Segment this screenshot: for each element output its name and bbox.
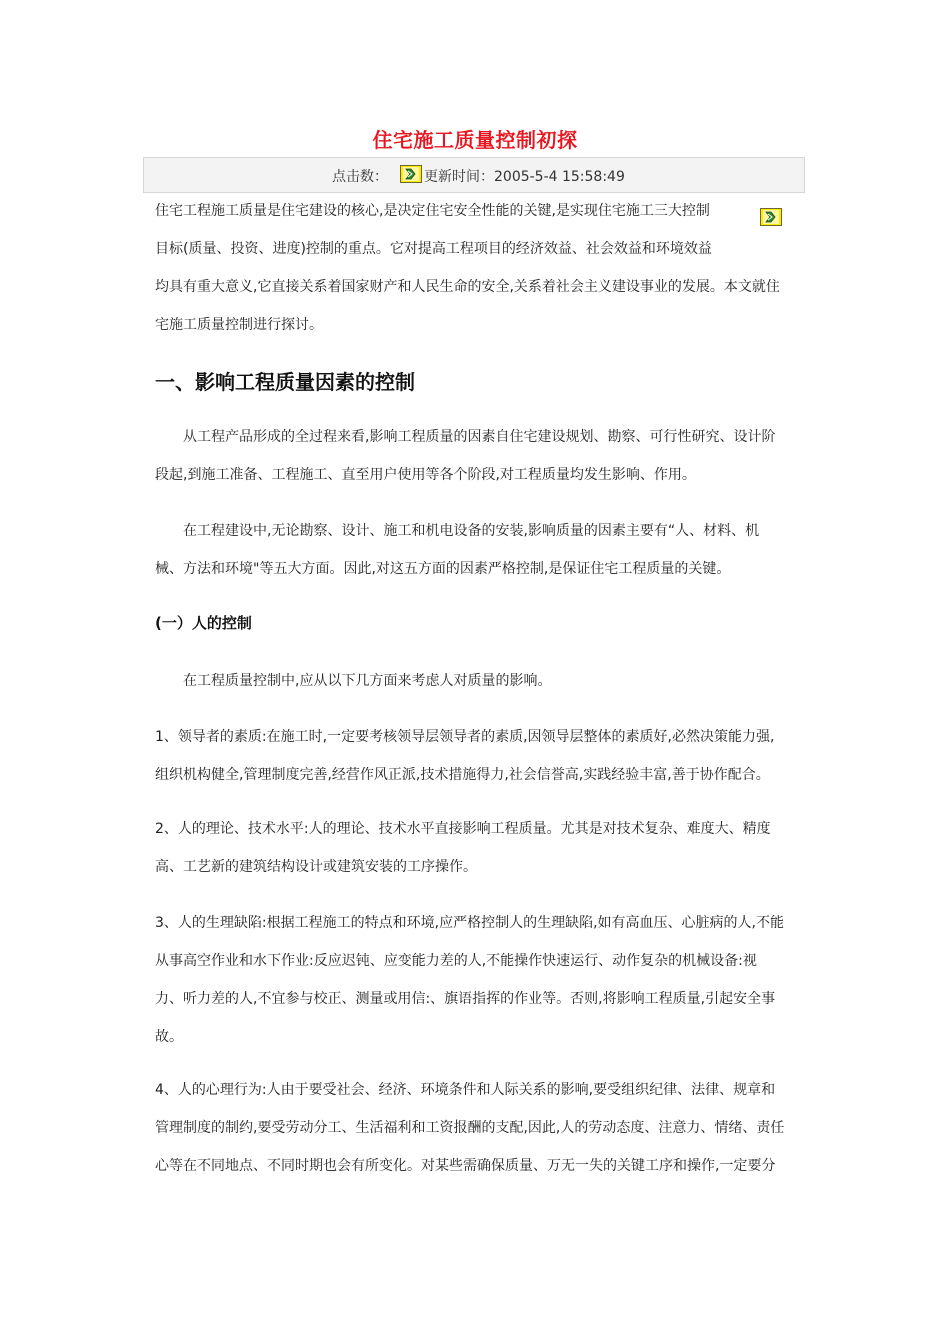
list-item xyxy=(155,718,800,794)
text-line: 从事高空作业和水下作业:反应迟钝、应变能力差的人,不能操作快速运行、动作复杂的机械设备:视 xyxy=(155,953,757,969)
text-line: 高、工艺新的建筑结构设计或建筑安装的工序操作。 xyxy=(155,859,477,875)
article-title: 住宅施工质量控制初探 xyxy=(372,128,578,152)
list-item xyxy=(155,904,800,1056)
text-line: 械、方法和环境"等五大方面。因此,对这五方面的因素严格控制,是保证住宅工程质量的关键。 xyxy=(155,561,731,577)
text-line: 4、人的心理行为:人由于要受社会、经济、环境条件和人际关系的影响,要受组织纪律、法律、规章和 xyxy=(155,1082,776,1098)
paragraph xyxy=(155,512,800,588)
list-item xyxy=(155,810,800,886)
text-line: 故。 xyxy=(155,1029,183,1045)
text-line: 宅施工质量控制进行探讨。 xyxy=(155,317,323,333)
text-line: 均具有重大意义,它直接关系着国家财产和人民生命的安全,关系着社会主义建设事业的发展。本文就住 xyxy=(155,279,780,295)
arrow-badge-icon xyxy=(400,165,422,183)
text-line: 管理制度的制约,要受劳动分工、生活福利和工资报酬的支配,因此,人的劳动态度、注意力、情绪、责任 xyxy=(155,1120,785,1136)
text-line: 住宅工程施工质量是住宅建设的核心,是决定住宅安全性能的关键,是实现住宅施工三大控制 xyxy=(155,203,710,219)
article-meta-bar xyxy=(143,157,805,193)
text-line: 力、听力差的人,不宜参与校正、测量或用信:、旗语指挥的作业等。否则,将影响工程质量,引起安全事 xyxy=(155,991,776,1007)
text-line: 2、人的理论、技术水平:人的理论、技术水平直接影响工程质量。尤其是对技术复杂、难度大、精度 xyxy=(155,821,771,837)
updated-value: 2005-5-4 15:58:49 xyxy=(494,169,625,185)
text-line: 组织机构健全,管理制度完善,经营作风正派,技术措施得力,社会信誉高,实践经验丰富,善于协作配合。 xyxy=(155,767,770,783)
subsection-heading: (一）人的控制 xyxy=(155,614,252,632)
updated-label: 更新时间： xyxy=(424,169,494,185)
paragraph xyxy=(155,418,800,494)
text-line: 心等在不同地点、不同时期也会有所变化。对某些需确保质量、万无一失的关键工序和操作,一定要分 xyxy=(155,1158,776,1174)
text-line: 从工程产品形成的全过程来看,影响工程质量的因素自住宅建设规划、勘察、可行性研究、设计阶 xyxy=(155,429,776,445)
text-line: 在工程建设中,无论勘察、设计、施工和机电设备的安装,影响质量的因素主要有“人、材料、机 xyxy=(155,523,760,539)
paragraph xyxy=(155,662,800,700)
text-line: 在工程质量控制中,应从以下几方面来考虑人对质量的影响。 xyxy=(155,673,552,689)
text-line: 3、人的生理缺陷:根据工程施工的特点和环境,应严格控制人的生理缺陷,如有高血压、心脏病的人,不能 xyxy=(155,915,784,931)
section-heading: 一、影响工程质量因素的控制 xyxy=(155,370,415,394)
clicks-label: 点击数： xyxy=(332,169,388,185)
text-line: 1、领导者的素质:在施工时,一定要考核领导层领导者的素质,因领导层整体的素质好,必然决策能力强, xyxy=(155,729,775,745)
text-line: 段起,到施工准备、工程施工、直至用户使用等各个阶段,对工程质量均发生影响、作用。 xyxy=(155,467,696,483)
list-item xyxy=(155,1071,800,1185)
intro-paragraph xyxy=(155,192,800,344)
text-line: 目标(质量、投资、进度)控制的重点。它对提高工程项目的经济效益、社会效益和环境效益 xyxy=(155,241,712,257)
